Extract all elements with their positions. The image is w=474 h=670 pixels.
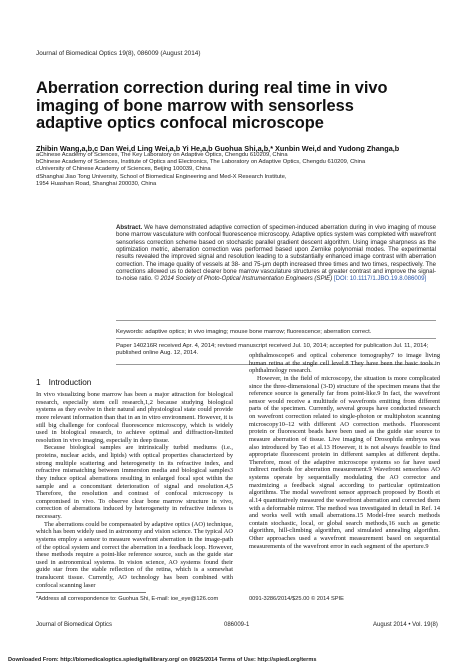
footer-journal: Journal of Biomedical Optics — [36, 622, 113, 628]
title-line-3: adaptive optics confocal microscope — [36, 114, 324, 132]
affiliation-d-address: 1954 Huashan Road, Shanghai 200030, China — [36, 180, 157, 187]
abstract-text: We have demonstrated adaptive correction of specimen-induced aberration during in vivo imaging of mouse bone marrow vasculature with confocal fluorescence microscopy. Adaptive optics system was completed with wavefront sensorless correction scheme based on stochastic parallel gradient descent algorithm. Using image sharpness as the optimization metric, aberration correction was performed based upon Zernike polynomial modes. The experimental results revealed the improved signal and resolution leading to a substantially enhanced image contrast with aberration correction. The image quality of vessels at 38- and 75-μm depth increased three times and two times, respectively. The corrections allowed us to detect clearer bone marrow vasculature structures at greater contrast and improve the signal-to-noise ratio. — [116, 225, 436, 283]
footer-page-id: 086009-1 — [224, 622, 250, 628]
body-column-left — [36, 391, 233, 589]
download-notice: Downloaded From: http://biomedicaloptics.spiedigitallibrary.org/ on 09/25/2014 Terms of Use: http://spiedl.org/terms — [8, 657, 317, 663]
paper-history: Paper 140216R received Apr. 4, 2014; revised manuscript received Jul. 10, 2014; accepted for publication Jul. 11, 2014; published online Aug. 12, 2014. — [116, 343, 429, 357]
paragraph: The aberrations could be compensated by adaptive optics (AO) technique, which has been widely used in astronomy and vision science. The typical AO systems employ a sensor to measure wavefront aberration in the image-path of the optical system and correct the aberration in a feedback loop. However, these methods require a point-like reference source, such as the guide star used in astronomical systems. In vision science, AO systems found their guide star from the stable reflection of the retina, which is a somewhat translucent tissue. Currently, AO technology has been combined with confocal scanning laser — [36, 520, 233, 589]
affiliation-b: bChinese Academy of Sciences, Institute of Optics and Electronics, The Laboratory on Adaptive Optics, Chengdu 610209, China — [36, 159, 366, 166]
section-number: 1 — [36, 378, 41, 387]
affiliation-a: aChinese Academy of Sciences, The Key Laboratory on Adaptive Optics, Chengdu 610209, China — [36, 152, 288, 158]
abstract-divider — [116, 320, 436, 321]
title-line-2: imaging of bone marrow with sensorless — [36, 96, 354, 115]
paragraph: ophthalmoscope6 and optical coherence tomography7 to image living human retina at the single cell level.8 They have been the basic tools in ophthalmology research. — [249, 352, 440, 375]
journal-citation: Journal of Biomedical Optics 19(8), 086009 (August 2014) — [36, 50, 201, 57]
affiliations — [36, 152, 446, 188]
affiliation-c: cUniversity of Chinese Academy of Sciences, Beijing 100039, China — [36, 166, 211, 173]
footer-issue: August 2014 • Vol. 19(8) — [373, 622, 438, 628]
author-list: Zhibin Wang,a,b,c Dan Wei,d Ling Wei,a,b Yi He,a,b Guohua Shi,a,b,* Xunbin Wei,d and Yudong Zhanga,b — [36, 144, 400, 153]
body-column-right — [249, 352, 440, 550]
title-line-1: Aberration correction during real time in vivo — [36, 79, 388, 97]
paragraph: Because biological samples are intrinsically turbid mediums (i.e., proteins, nuclear acids, and lipids) with optical properties characterized by strong multiple scattering and heterogeneity in its refractive index, and refractive mismatching between immersion media and biological samples3 they induce optical aberrations resulting in enlarged focal spot within the sample and a concomitant deterioration of signal and resolution.4,5 Therefore, the resolution and contrast of confocal microscopy is compromised in vivo. To observe clear bone marrow structure in vivo, correction of aberrations induced by heterogeneity in refractive indexes is necessary. — [36, 444, 233, 520]
keywords: Keywords: adaptive optics; in vivo imaging; mouse bone marrow; fluorescence; aberration correct. — [116, 329, 372, 335]
keywords-divider — [116, 338, 436, 339]
footnote-divider — [36, 592, 146, 593]
affiliation-d: dShanghai Jiao Tong University, School of Biomedical Engineering and Med-X Research Institute, — [36, 173, 287, 180]
abstract — [116, 225, 436, 284]
paper-title — [36, 80, 436, 133]
paragraph: In vivo visualizing bone marrow has been a major attraction for biological research, especially stem cell research,1,2 because studying biological systems as they evolve in their natural and physiological state could provide more relevant information than that in an in vitro environment. However, it is still big challenge for confocal fluorescence microscopy, which is widely used in biological research, to achieve optimal and diffraction-limited resolution in vivo imaging, especially in deep tissue. — [36, 391, 233, 444]
correspondence-footnote: *Address all correspondence to: Guohua Shi, E-mail: ioe_eye@126.com — [36, 596, 219, 602]
section-title: Introduction — [48, 378, 92, 387]
abstract-label: Abstract. — [116, 225, 143, 231]
section-heading — [36, 378, 91, 387]
paragraph: However, in the field of microscopy, the situation is more complicated since the three-dimensional (3-D) structure of the specimen means that the reference source is generally far from point-like.9 In fact, the wavefront sensor would receive a multitude of wavefronts emitting from different parts of the specimen. Currently, several groups have conducted research on wavefront correction related to single-photon or multiphoton scanning microscopy10–12 with different AO correction methods. Fluorescent protein or fluorescent beads have been used as the guide star source to measure aberration of tissue. Live imaging of Drosophila embryos was also introduced by Tao et al.13 However, it is not always feasible to find appropriate fluorescent protein in different samples at different depths. Therefore, most of the adaptive microscope systems so far have used indirect methods for aberration measurement.9 Wavefront sensorless AO systems operate by sequentially modulating the AO corrector and maximizing a feedback signal according to particular optimization algorithms. The modal wavefront sensor approach proposed by Booth et al.14 quantitatively measured the wavefront aberration and corrected them with a deformable mirror. The method was investigated in detail in Ref. 14 and works well with small aberrations.15 Model-free search methods contain stochastic, local, or global search methods,16 such as genetic algorithm, hill-climbing algorithm, and simulated annealing algorithm. Other approaches used a wavefront measurement based on sequential measurements of the wavefront error in each segment of the aperture.9 — [249, 374, 440, 550]
copyright-notice: © 2014 Society of Photo-Optical Instrumentation Engineers (SPIE) — [154, 276, 333, 283]
doi-link[interactable]: [DOI: 10.1117/1.JBO.19.8.086009] — [333, 276, 427, 283]
issn-price-note: 0091-3286/2014/$25.00 © 2014 SPIE — [249, 596, 344, 602]
